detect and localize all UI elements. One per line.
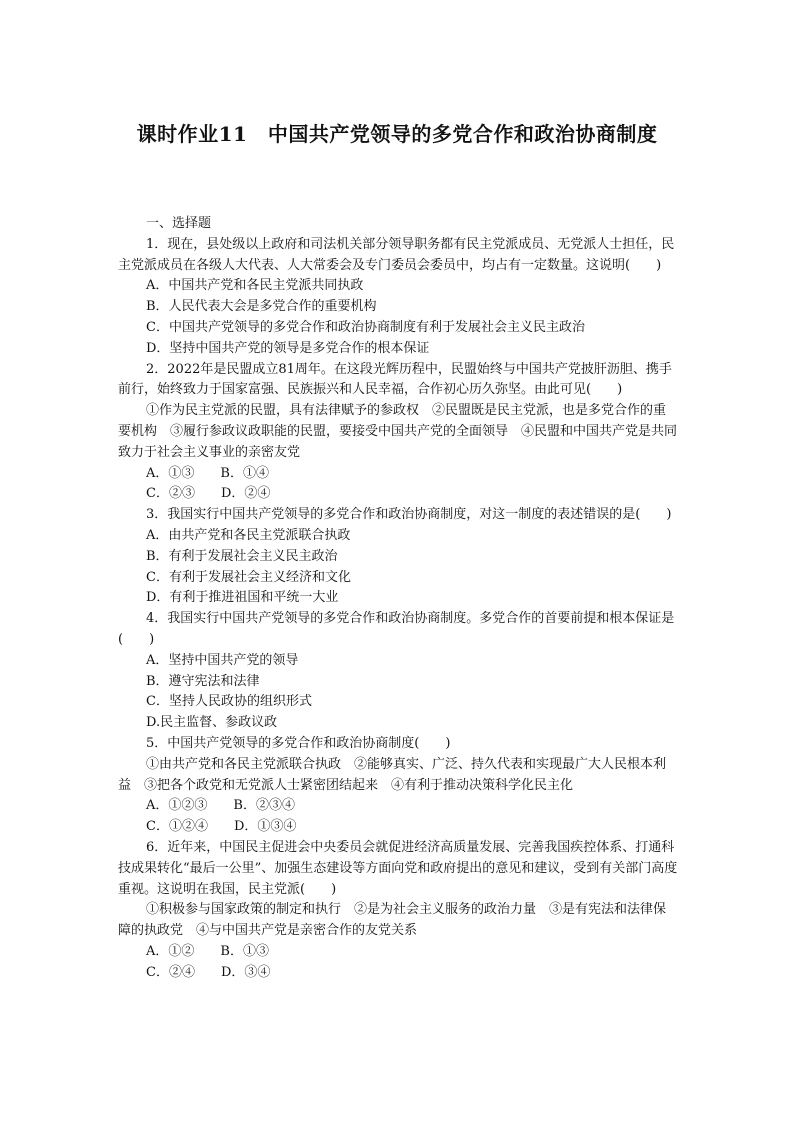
question-3-option-b: B．有利于发展社会主义民主政治 (146, 548, 338, 564)
section-heading: 一、选择题 (146, 216, 212, 231)
question-5-statements: ①由共产党和各民主党派联合执政 ②能够真实、广泛、持久代表和实现最广大人民根本利益 ③把各个政党和无党派人士紧密团结起来 ④有利于推动决策科学化民主化 (118, 756, 667, 793)
question-6-stem: 6．近年来，中国民主促进会中央委员会就促进经济高质量发展、完善我国疾控体系、打通科技成果转化“最后一公里”、加强生态建设等方面向党和政府提出的意见和建议，受到有关部门高度重视。这说明在我国，民主党派( ) (118, 839, 678, 897)
page-title: 课时作业11 中国共产党领导的多党合作和政治协商制度 (136, 122, 658, 146)
question-4-option-a: A．坚持中国共产党的领导 (146, 652, 299, 668)
document-body (118, 214, 678, 983)
question-4-option-b: B．遵守宪法和法律 (146, 673, 260, 689)
question-3-stem: 3．我国实行中国共产党领导的多党合作和政治协商制度，对这一制度的表述错误的是( ) (146, 507, 672, 523)
question-2-statements: ①作为民主党派的民盟，具有法律赋予的参政权 ②民盟既是民主党派，也是多党合作的重要机构 ③履行参政议政职能的民盟，要接受中国共产党的全面领导 ④民盟和中国共产党是共同致力于社会主义事业的亲密友党 (118, 403, 678, 460)
question-6-statements: ①积极参与国家政策的制定和执行 ②是为社会主义服务的政治力量 ③是有宪法和法律保障的执政党 ④与中国共产党是亲密合作的友党关系 (118, 902, 667, 939)
question-5-options-row-2: C．①②④ D．①③④ (146, 819, 297, 835)
question-1-option-c: C．中国共产党领导的多党合作和政治协商制度有利于发展社会主义民主政治 (146, 319, 585, 335)
question-3-option-c: C．有利于发展社会主义经济和文化 (146, 569, 351, 585)
question-3-option-a: A．由共产党和各民主党派联合执政 (146, 527, 351, 543)
question-6-options-row-1: A．①② B．①③ (146, 943, 269, 959)
question-1-option-a: A．中国共产党和各民主党派共同执政 (146, 278, 364, 294)
question-5-stem: 5．中国共产党领导的多党合作和政治协商制度( ) (146, 735, 451, 751)
question-6-options-row-2: C．②④ D．③④ (146, 964, 271, 980)
question-5-options-row-1: A．①②③ B．②③④ (146, 798, 295, 814)
question-2-stem: 2．2022年是民盟成立81周年。在这段光辉历程中，民盟始终与中国共产党披肝沥胆、携手前行，始终致力于国家富强、民族振兴和人民幸福，合作初心历久弥坚。由此可见( ) (118, 361, 672, 398)
question-3-option-d: D．有利于推进祖国和平统一大业 (146, 590, 339, 606)
question-4-stem: 4．我国实行中国共产党领导的多党合作和政治协商制度。多党合作的首要前提和根本保证是( ) (118, 611, 675, 647)
question-4-option-d: D.民主监督、参政议政 (146, 715, 278, 731)
question-4-option-c: C．坚持人民政协的组织形式 (146, 694, 312, 710)
question-1-option-d: D．坚持中国共产党的领导是多党合作的根本保证 (146, 340, 430, 356)
question-2-options-row-1: A．①③ B．①④ (146, 465, 269, 481)
question-1-stem: 1．现在，县处级以上政府和司法机关部分领导职务都有民主党派成员、无党派人士担任，民主党派成员在各级人大代表、人大常委会及专门委员会委员中，均占有一定数量。这说明( ) (118, 236, 675, 273)
question-1-option-b: B．人民代表大会是多党合作的重要机构 (146, 299, 377, 315)
question-2-options-row-2: C．②③ D．②④ (146, 486, 271, 502)
